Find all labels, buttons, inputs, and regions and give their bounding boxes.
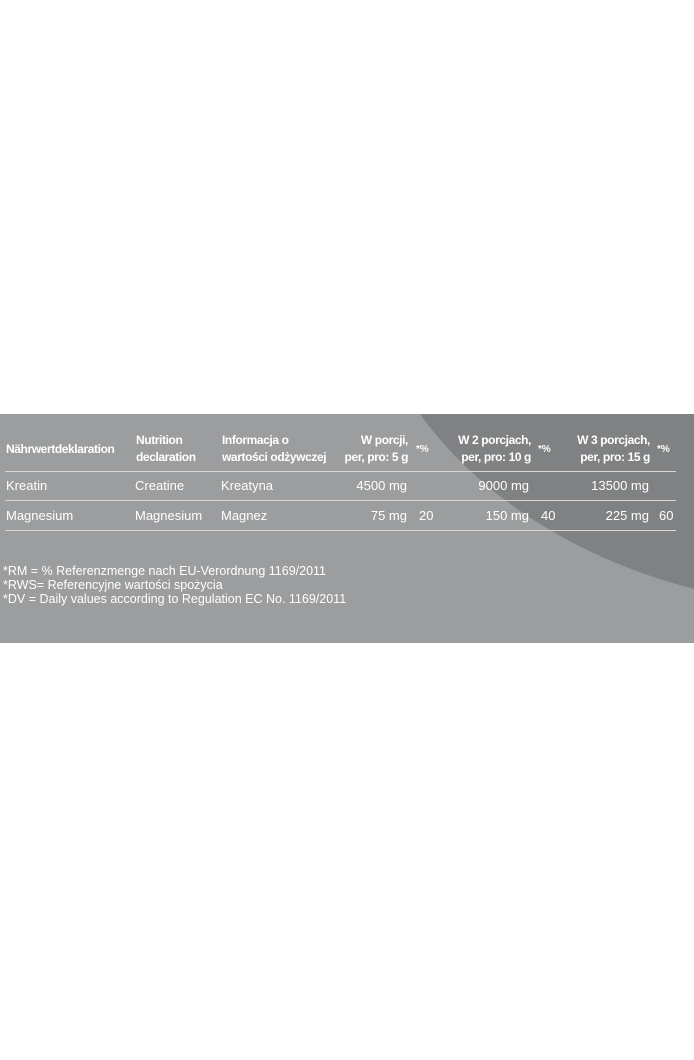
row2-serving2: 150 mg — [485, 508, 529, 523]
header-serving3-line1: W 3 porcjach, — [577, 433, 650, 447]
footnote-rm: *RM = % Referenzmenge nach EU-Verordnung 1169/2011 — [3, 564, 326, 578]
row1-serving3: 13500 mg — [591, 478, 649, 493]
header-de: Nährwertdeklaration — [6, 442, 115, 456]
row-divider — [5, 500, 676, 501]
header-pct1: *% — [416, 444, 429, 455]
nutrition-panel — [0, 414, 694, 643]
row1-serving2: 9000 mg — [478, 478, 529, 493]
row2-de: Magnesium — [6, 508, 74, 523]
row2-pct1: 20 — [419, 508, 434, 523]
header-pl-line1: Informacja o — [222, 433, 289, 447]
row2-pct3: 60 — [659, 508, 674, 523]
row2-pct2: 40 — [541, 508, 556, 523]
footnote-dv: *DV = Daily values according to Regulation EC No. 1169/2011 — [3, 592, 347, 606]
header-serving3-line2: per, pro: 15 g — [580, 450, 650, 464]
header-serving2-line1: W 2 porcjach, — [458, 433, 531, 447]
table-bottom-rule — [5, 530, 676, 531]
header-en-line1: Nutrition — [136, 433, 183, 447]
header-serving1-line1: W porcji, — [360, 433, 408, 447]
row1-en: Creatine — [135, 478, 185, 493]
row2-en: Magnesium — [135, 508, 203, 523]
header-serving1-line2: per, pro: 5 g — [344, 450, 408, 464]
row1-de: Kreatin — [6, 478, 48, 493]
row2-serving3: 225 mg — [605, 508, 649, 523]
header-serving2-line2: per, pro: 10 g — [461, 450, 531, 464]
header-pct2: *% — [538, 444, 551, 455]
row2-serving1: 75 mg — [370, 508, 407, 523]
header-en-line2: declaration — [136, 450, 196, 464]
row2-pl: Magnez — [221, 508, 268, 523]
row1-serving1: 4500 mg — [356, 478, 407, 493]
footnote-rws: *RWS= Referencyjne wartości spożycia — [3, 578, 223, 592]
header-divider — [5, 471, 676, 472]
row1-pl: Kreatyna — [221, 478, 274, 493]
header-pl-line2: wartości odżywczej — [222, 450, 327, 464]
header-pct3: *% — [657, 444, 670, 455]
